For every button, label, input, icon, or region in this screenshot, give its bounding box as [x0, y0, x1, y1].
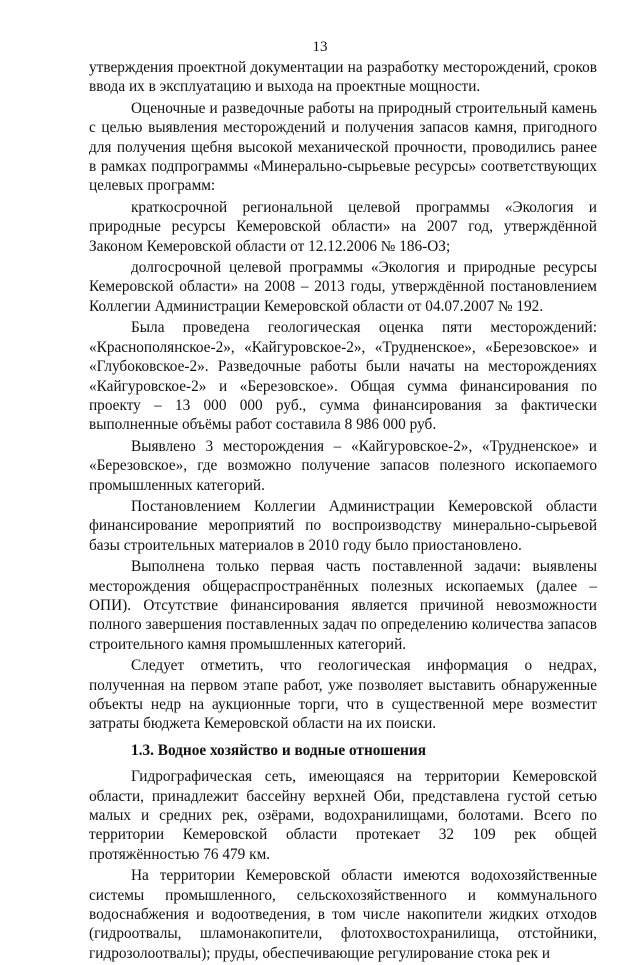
paragraph-deposits-found: Выявлено 3 месторождения – «Кайгуровское-2», «Трудненское» и «Березовское», где возможно получение запасов полезного ископаемого промышленных категорий.	[89, 437, 597, 494]
section-heading: 1.3. Водное хозяйство и водные отношения	[131, 741, 427, 759]
paragraph-continuation: утверждения проектной документации на разработку месторождений, сроков ввода их в эксплуатацию и выхода на проектные мощности.	[89, 59, 597, 96]
paragraph-hydrographic-network: Гидрографическая сеть, имеющаяся на территории Кемеровской области, принадлежит бассейну верхней Оби, представлена густой сетью малых и средних рек, озёрами, водохранилищами, болотами. Всего по территории Кемеровской области протекает 32 109 рек общей протяжённостью 76 479 км.	[89, 768, 597, 863]
paragraph-funding-suspended: Постановлением Коллегии Администрации Кемеровской области финансирование мероприятий по воспроизводству минерально-сырьевой базы строительных материалов в 2010 году было приостановлено.	[89, 497, 597, 554]
paragraph-geological-assessment: Была проведена геологическая оценка пяти месторождений: «Краснополянское-2», «Кайгуровское-2», «Трудненское», «Березовское» и «Глубоковское-2». Разведочные работы были начаты на месторождениях «Кайгуровское-2» и «Березовское». Общая сумма финансирования по проекту – 13 000 000 руб., сумма финансирования за фактически выполненные объёмы работ составила 8 986 000 руб.	[89, 319, 597, 434]
paragraph-first-part-completed: Выполнена только первая часть поставленной задачи: выявлены месторождения общераспространённых полезных ископаемых (далее – ОПИ). Отсутствие финансирования является причиной невозможности полного завершения поставленных задач по определению количества запасов строительного камня промышленных категорий.	[89, 558, 597, 653]
paragraph-short-term-program: краткосрочной региональной целевой программы «Экология и природные ресурсы Кемеровской области» на 2007 год, утверждённой Законом Кемеровской области от 12.12.2006 № 186-ОЗ;	[89, 198, 597, 255]
paragraph-auction-note: Следует отметить, что геологическая информация о недрах, полученная на первом этапе работ, уже позволяет выставить обнаруженные объекты недр на аукционные торги, что в существенной мере возместит затраты бюджета Кемеровской области на их поиски.	[89, 657, 597, 733]
paragraph-water-systems: На территории Кемеровской области имеются водохозяйственные системы промышленного, сельскохозяйственного и коммунального водоснабжения и водоотведения, в том числе накопители жидких отходов (гидроотвалы, шламонакопители, флотохвостохранилища, отстойники, гидрозолоотвалы); пруды, обеспечивающие регулирование стока рек и	[89, 867, 597, 962]
paragraph-exploration-works: Оценочные и разведочные работы на природный строительный камень с целью выявления месторождений и получения запасов камня, пригодного для получения щебня высокой механической прочности, проводились ранее в рамках подпрограммы «Минерально-сырьевые ресурсы» соответствующих целевых программ:	[89, 99, 597, 195]
body-text	[89, 58, 597, 965]
page-number: 13	[312, 39, 328, 55]
paragraph-long-term-program: долгосрочной целевой программы «Экология и природные ресурсы Кемеровской области» на 2008 – 2013 годы, утверждённой постановлением Коллегии Администрации Кемеровской области от 04.07.2007 № 192.	[89, 259, 597, 315]
